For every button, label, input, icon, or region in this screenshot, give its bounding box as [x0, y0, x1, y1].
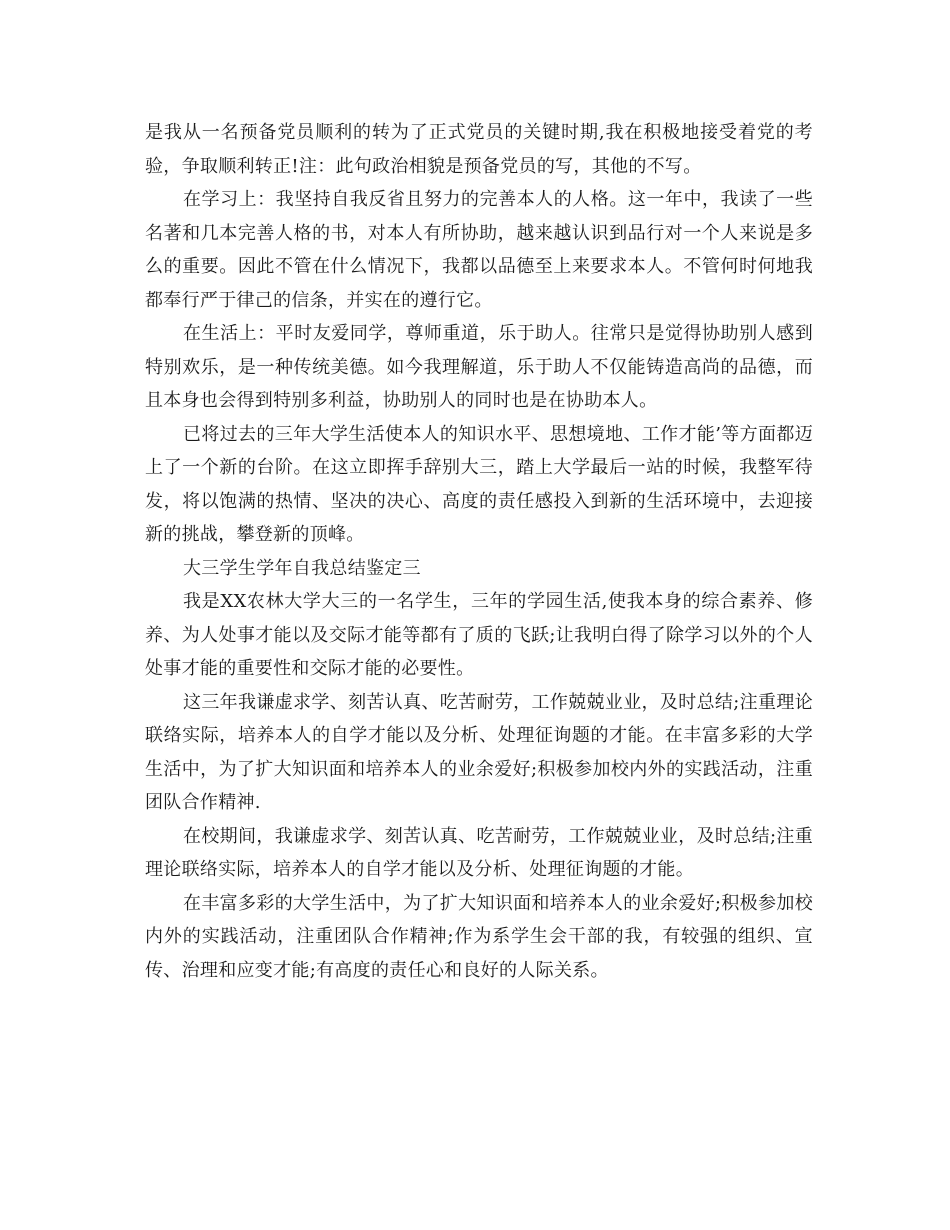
paragraph-three-years: 这三年我谦虚求学、刻苦认真、吃苦耐劳，工作兢兢业业，及时总结;注重理论联络实际，培养本人的自学才能以及分析、处理征询题的才能。在丰富多彩的大学生活中，为了扩大知识面和培养本人的业余爱好;积极参加校内外的实践活动，注重团队合作精神. [145, 691, 813, 813]
paragraph-life: 在生活上：平时友爱同学，尊师重道，乐于助人。往常只是觉得协助别人感到特别欢乐，是一种传统美德。如今我理解道，乐于助人不仅能铸造高尚的品德，而且本身也会得到特别多利益，协助别人的同时也是在协助本人。 [145, 323, 813, 411]
paragraph-study: 在学习上：我坚持自我反省且努力的完善本人的人格。这一年中，我读了一些名著和几本完善人格的书，对本人有所协助，越来越认识到品行对一个人来说是多么的重要。因此不管在什么情况下，我都以品德至上来要求本人。不管何时何地我都奉行严于律己的信条，并实在的遵行它。 [145, 189, 813, 311]
paragraph-intro: 我是XX农林大学大三的一名学生，三年的学园生活,使我本身的综合素养、修养、为人处事才能以及交际才能等都有了质的飞跃;让我明白得了除学习以外的个人处事才能的重要性和交际才能的必要性。 [145, 591, 813, 679]
section-heading: 大三学生学年自我总结鉴定三 [183, 557, 421, 579]
paragraph-continuation: 是我从一名预备党员顺利的转为了正式党员的关键时期,我在积极地接受着党的考验，争取顺利转正!注：此句政治相貌是预备党员的写，其他的不写。 [145, 122, 813, 177]
paragraph-summary: 已将过去的三年大学生活使本人的知识水平、思想境地、工作才能’等方面都迈上了一个新的台阶。在这立即挥手辞别大三，踏上大学最后一站的时候，我整军待发，将以饱满的热情、坚决的决心、高度的责任感投入到新的生活环境中，去迎接新的挑战，攀登新的顶峰。 [145, 423, 813, 545]
document-body [145, 116, 813, 987]
paragraph-school-period: 在校期间，我谦虚求学、刻苦认真、吃苦耐劳，工作兢兢业业，及时总结;注重理论联络实际，培养本人的自学才能以及分析、处理征询题的才能。 [145, 825, 813, 880]
paragraph-college-life: 在丰富多彩的大学生活中，为了扩大知识面和培养本人的业余爱好;积极参加校内外的实践活动，注重团队合作精神;作为系学生会干部的我，有较强的组织、宣传、治理和应变才能;有高度的责任心和良好的人际关系。 [145, 892, 813, 981]
